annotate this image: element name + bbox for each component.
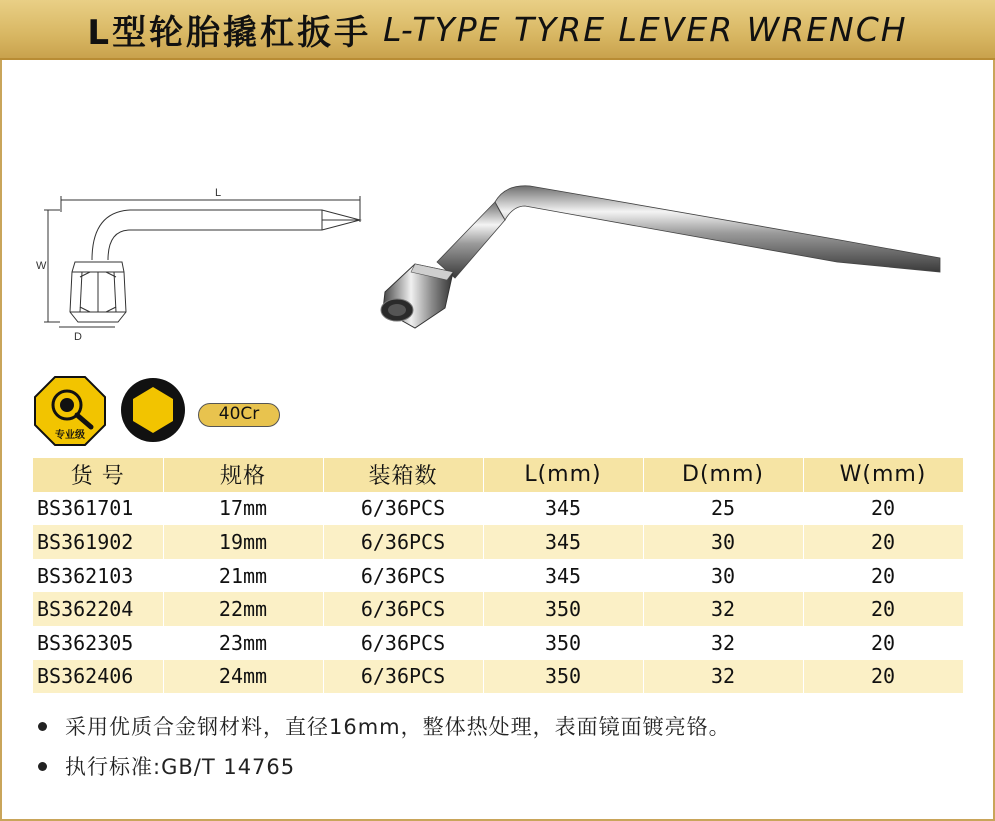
cell-length: 350	[483, 626, 643, 660]
cell-width: 20	[803, 559, 963, 593]
technical-drawing	[30, 172, 370, 347]
dim-label-w: W	[36, 260, 47, 272]
cell-length: 350	[483, 592, 643, 626]
bullet-icon	[38, 762, 47, 771]
cell-packing: 6/36PCS	[323, 592, 483, 626]
cell-width: 20	[803, 492, 963, 526]
table-row	[33, 592, 963, 626]
cell-size: 23mm	[163, 626, 323, 660]
cell-packing: 6/36PCS	[323, 660, 483, 694]
cell-length: 345	[483, 559, 643, 593]
cell-item-no: BS362204	[33, 592, 163, 626]
spec-table	[33, 458, 964, 693]
cell-diameter: 30	[643, 525, 803, 559]
cell-size: 17mm	[163, 492, 323, 526]
cell-length: 345	[483, 525, 643, 559]
cell-item-no: BS361701	[33, 492, 163, 526]
col-header-size: 规格	[163, 458, 323, 492]
cell-packing: 6/36PCS	[323, 559, 483, 593]
dim-label-l: L	[215, 187, 222, 199]
table-row	[33, 626, 963, 660]
cell-size: 24mm	[163, 660, 323, 694]
cell-packing: 6/36PCS	[323, 626, 483, 660]
col-header-diameter: D(mm)	[643, 458, 803, 492]
feature-notes	[38, 706, 968, 786]
cell-width: 20	[803, 592, 963, 626]
table-row	[33, 660, 963, 694]
col-header-item-no: 货 号	[33, 458, 163, 492]
cell-packing: 6/36PCS	[323, 525, 483, 559]
cell-item-no: BS362103	[33, 559, 163, 593]
note-item	[38, 746, 968, 786]
cell-packing: 6/36PCS	[323, 492, 483, 526]
cell-diameter: 32	[643, 592, 803, 626]
cell-width: 20	[803, 626, 963, 660]
hexagon-icon	[120, 377, 186, 443]
cell-size: 21mm	[163, 559, 323, 593]
note-text: 执行标准:GB/T 14765	[65, 755, 296, 779]
cell-item-no: BS361902	[33, 525, 163, 559]
feature-badges	[33, 375, 293, 445]
cell-diameter: 25	[643, 492, 803, 526]
cell-length: 350	[483, 660, 643, 694]
product-photo-wrench	[375, 180, 950, 340]
note-item	[38, 706, 968, 746]
title-english: L-TYPE TYRE LEVER WRENCH	[383, 9, 908, 49]
col-header-packing: 装箱数	[323, 458, 483, 492]
table-row	[33, 492, 963, 526]
cell-diameter: 32	[643, 626, 803, 660]
grade-label: 专业级	[55, 430, 85, 441]
cell-width: 20	[803, 525, 963, 559]
cell-diameter: 32	[643, 660, 803, 694]
table-header-row	[33, 458, 963, 492]
material-badge: 40Cr	[198, 403, 280, 427]
cell-item-no: BS362406	[33, 660, 163, 694]
professional-grade-icon	[33, 375, 107, 447]
cell-item-no: BS362305	[33, 626, 163, 660]
title-banner	[0, 0, 995, 60]
dim-label-d: D	[74, 331, 82, 343]
cell-size: 22mm	[163, 592, 323, 626]
cell-size: 19mm	[163, 525, 323, 559]
note-text: 采用优质合金钢材料，直径16mm，整体热处理，表面镜面镀亮铬。	[65, 715, 731, 739]
cell-length: 345	[483, 492, 643, 526]
cell-diameter: 30	[643, 559, 803, 593]
bullet-icon	[38, 722, 47, 731]
title-chinese: L型轮胎撬杠扳手	[87, 12, 372, 53]
cell-width: 20	[803, 660, 963, 694]
table-row	[33, 559, 963, 593]
col-header-width: W(mm)	[803, 458, 963, 492]
col-header-length: L(mm)	[483, 458, 643, 492]
table-row	[33, 525, 963, 559]
